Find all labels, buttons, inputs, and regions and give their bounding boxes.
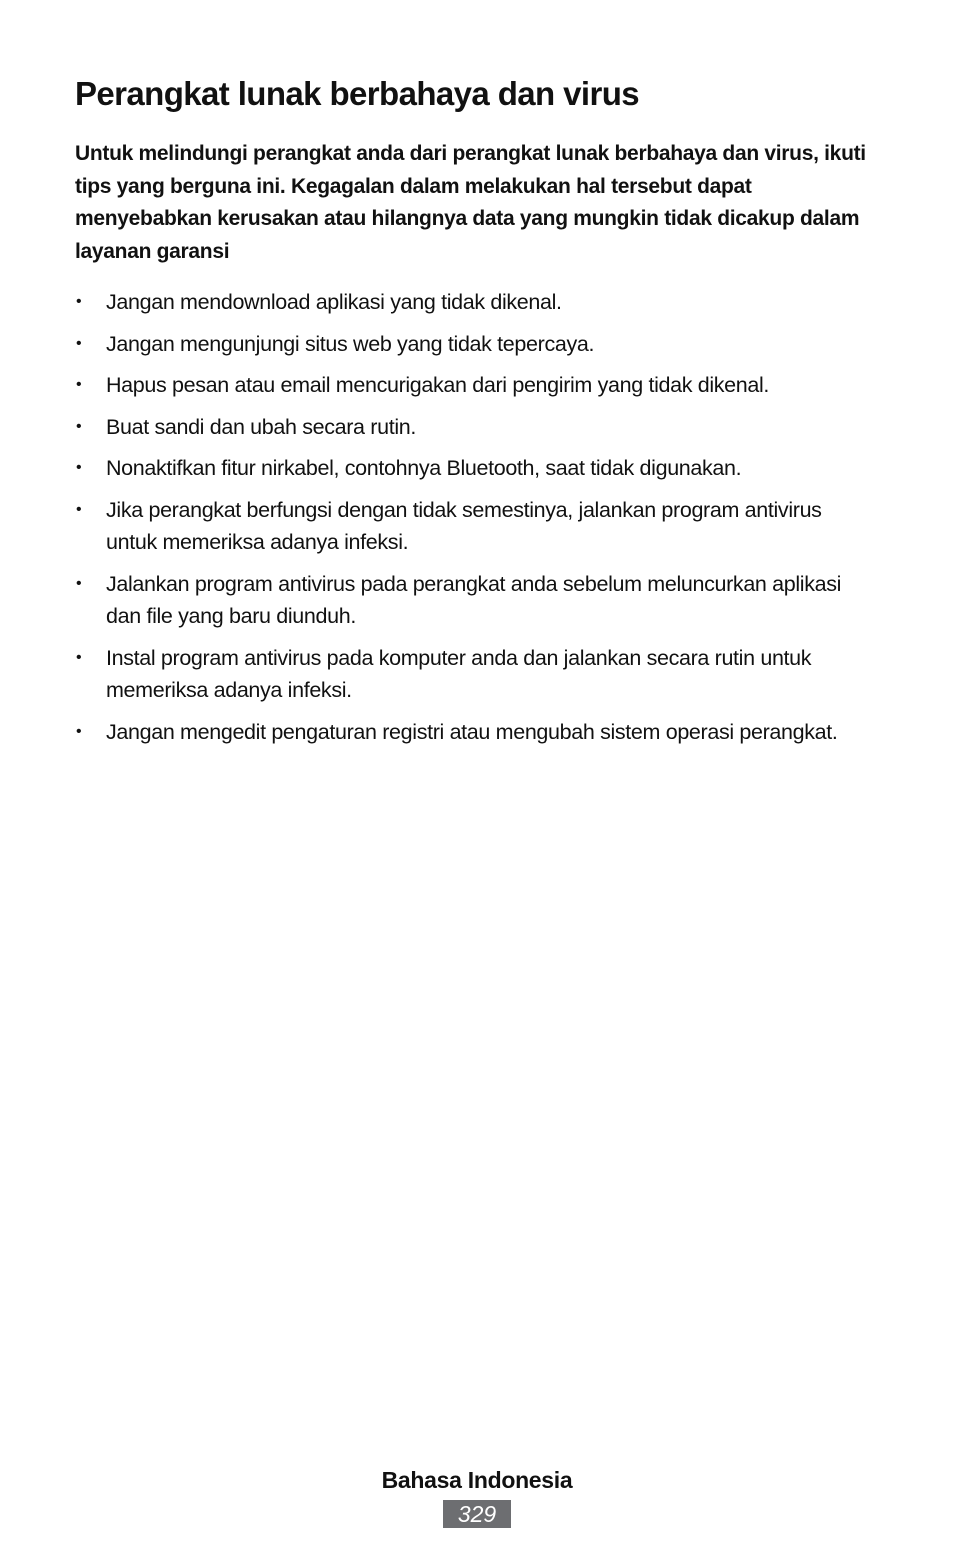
tip-text: Nonaktifkan fitur nirkabel, contohnya Bluetooth, saat tidak digunakan. (106, 456, 742, 480)
bullet-icon: • (76, 648, 82, 666)
bullet-icon: • (76, 459, 82, 476)
page-number: 329 (443, 1500, 511, 1528)
list-item (75, 369, 875, 402)
list-item (75, 568, 875, 633)
bullet-icon: • (76, 574, 82, 592)
bullet-icon: • (76, 500, 82, 518)
tip-text: Instal program antivirus pada komputer anda dan jalankan secara rutin untuk memeriksa adanya infeksi. (106, 645, 812, 702)
tip-text: Jangan mengedit pengaturan registri atau mengubah sistem operasi perangkat. (106, 719, 838, 744)
list-item (75, 328, 875, 361)
tip-text: Buat sandi dan ubah secara rutin. (106, 414, 416, 439)
tip-text: Jangan mendownload aplikasi yang tidak dikenal. (106, 290, 562, 314)
footer-language: Bahasa Indonesia (381, 1467, 573, 1493)
tip-text: Hapus pesan atau email mencurigakan dari pengirim yang tidak dikenal. (106, 373, 770, 397)
page-title: Perangkat lunak berbahaya dan virus (75, 75, 640, 112)
intro-paragraph: Untuk melindungi perangkat anda dari perangkat lunak berbahaya dan virus, ikuti tips yang berguna ini. Kegagalan dalam melakukan hal tersebut dapat menyebabkan kerusakan atau hilangnya data yang mungkin tidak dicakup dalam layanan garansi (75, 142, 866, 263)
list-item (75, 411, 875, 444)
list-item (75, 642, 875, 707)
bullet-icon: • (76, 376, 82, 393)
tips-list (75, 286, 875, 748)
list-item (75, 716, 875, 749)
tip-text: Jalankan program antivirus pada perangkat anda sebelum meluncurkan aplikasi dan file yang baru diunduh. (106, 571, 842, 628)
bullet-icon: • (76, 722, 82, 740)
list-item (75, 452, 875, 485)
list-item (75, 286, 875, 319)
bullet-icon: • (76, 334, 82, 352)
tip-text: Jangan mengunjungi situs web yang tidak tepercaya. (106, 331, 595, 356)
page-content (75, 70, 875, 757)
list-item (75, 494, 875, 559)
tip-text: Jika perangkat berfungsi dengan tidak semestinya, jalankan program antivirus untuk memeriksa adanya infeksi. (106, 497, 822, 554)
bullet-icon: • (76, 417, 82, 435)
bullet-icon: • (76, 293, 82, 310)
page-footer (0, 1462, 954, 1528)
